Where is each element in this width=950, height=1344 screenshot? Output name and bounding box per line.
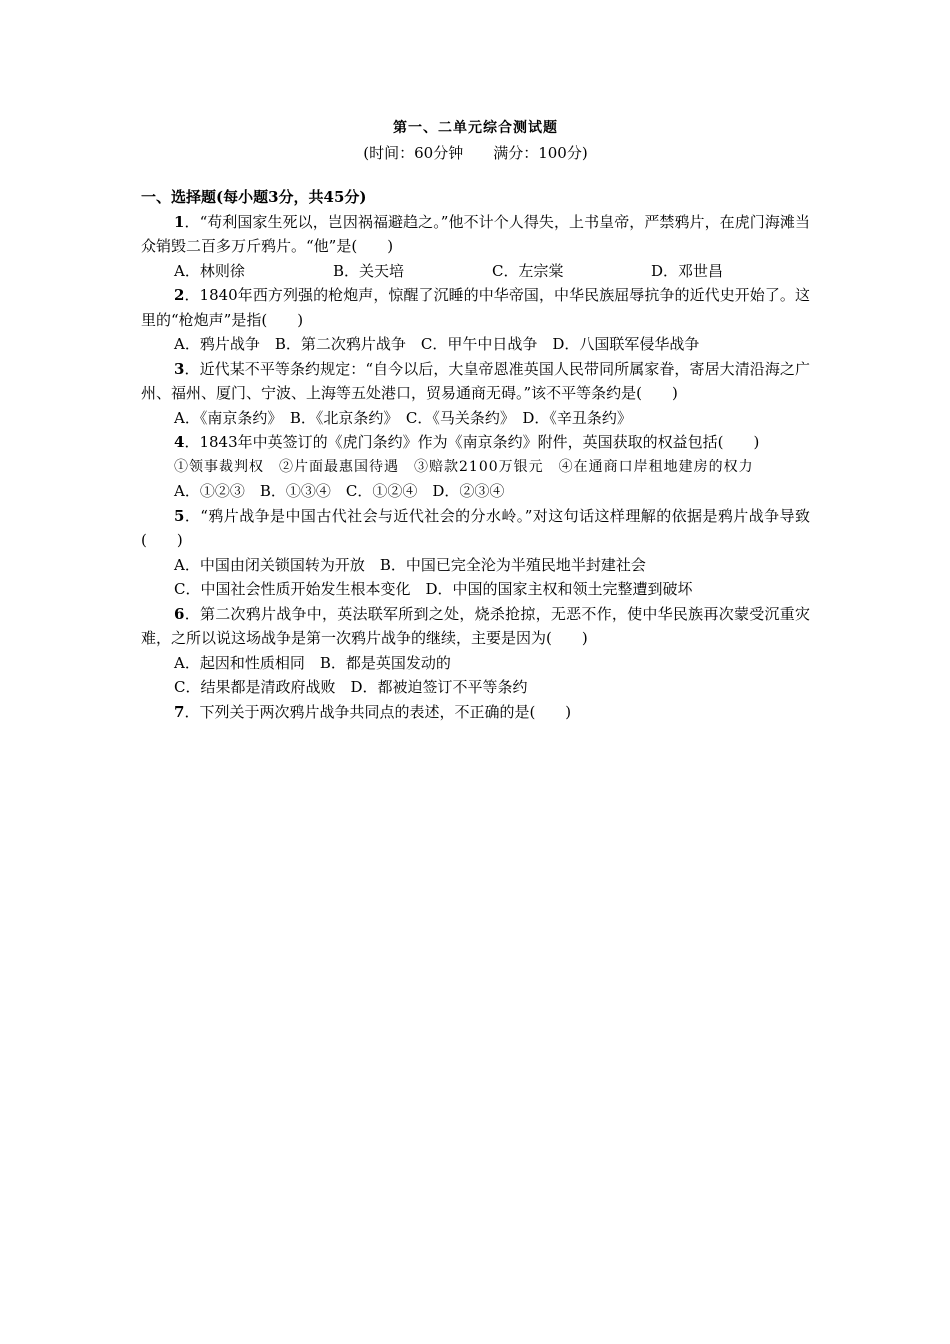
document-page — [141, 118, 810, 724]
question-2 — [141, 283, 810, 332]
section-heading: 一、选择题(每小题3分，共45分) — [141, 188, 367, 206]
question-text: ．1843年中英签订的《虎门条约》作为《南京条约》附件，英国获取的权益包括( ) — [184, 433, 760, 451]
question-3 — [141, 357, 810, 406]
question-5-options-line-2: C．中国社会性质开始发生根本变化 D．中国的国家主权和领土完整遭到破坏 — [174, 580, 693, 598]
question-1 — [141, 210, 810, 259]
question-text: ．下列关于两次鸦片战争共同点的表述，不正确的是( ) — [184, 702, 572, 721]
question-6 — [141, 602, 810, 651]
question-number: 7 — [174, 702, 185, 721]
question-2-options: A．鸦片战争 B．第二次鸦片战争 C．甲午中日战争 D．八国联军侵华战争 — [174, 335, 700, 353]
question-text: ．“鸦片战争是中国古代社会与近代社会的分水岭。”对这句话这样理解的依据是鸦片战争导致( ) — [141, 506, 810, 549]
question-1-options — [141, 259, 810, 284]
question-text: ．近代某不平等条约规定：“自今以后，大皇帝恩准英国人民带同所属家眷，寄居大清沿海之广州、福州、厦门、宁波、上海等五处港口，贸易通商无碍。”该不平等条约是( ) — [141, 359, 810, 402]
question-6-options-line-1: A．起因和性质相同 B．都是英国发动的 — [174, 653, 451, 672]
question-number: 2 — [174, 286, 185, 304]
question-4 — [141, 430, 810, 455]
question-text: ．1840年西方列强的枪炮声，惊醒了沉睡的中华帝国，中华民族屈辱抗争的近代史开始了。这里的“枪炮声”是指( ) — [141, 286, 810, 329]
option-d: D．邓世昌 — [651, 261, 724, 280]
page-title: 第一、二单元综合测试题 — [393, 120, 558, 136]
option-a: A．林则徐 — [174, 261, 245, 280]
question-number: 4 — [174, 433, 185, 451]
question-number: 5 — [174, 506, 185, 525]
exam-info: (时间：60分钟 满分：100分) — [363, 144, 588, 162]
question-7 — [141, 700, 810, 725]
question-number: 6 — [174, 604, 185, 623]
question-5 — [141, 504, 810, 553]
option-b: B．关天培 — [333, 261, 405, 280]
question-4-options: A．①②③ B．①③④ C．①②④ D．②③④ — [174, 482, 505, 500]
option-c: C．左宗棠 — [492, 261, 564, 280]
question-4-items: ①领事裁判权 ②片面最惠国待遇 ③赔款2100万银元 ④在通商口岸租地建房的权力 — [174, 458, 754, 475]
question-5-options-line-1: A．中国由闭关锁国转为开放 B．中国已完全沦为半殖民地半封建社会 — [174, 555, 646, 574]
question-text: ．“苟利国家生死以，岂因祸福避趋之。”他不计个人得失，上书皇帝，严禁鸦片，在虎门海滩当众销毁二百多万斤鸦片。“他”是( ) — [141, 212, 810, 255]
question-text: ．第二次鸦片战争中，英法联军所到之处，烧杀抢掠，无恶不作，使中华民族再次蒙受沉重灾难，之所以说这场战争是第一次鸦片战争的继续，主要是因为( ) — [141, 604, 810, 647]
question-number: 1 — [174, 212, 185, 231]
question-number: 3 — [174, 359, 185, 378]
question-6-options-line-2: C．结果都是清政府战败 D．都被迫签订不平等条约 — [174, 678, 528, 696]
question-3-options: A．《南京条约》 B．《北京条约》 C．《马关条约》 D．《辛丑条约》 — [174, 408, 632, 427]
